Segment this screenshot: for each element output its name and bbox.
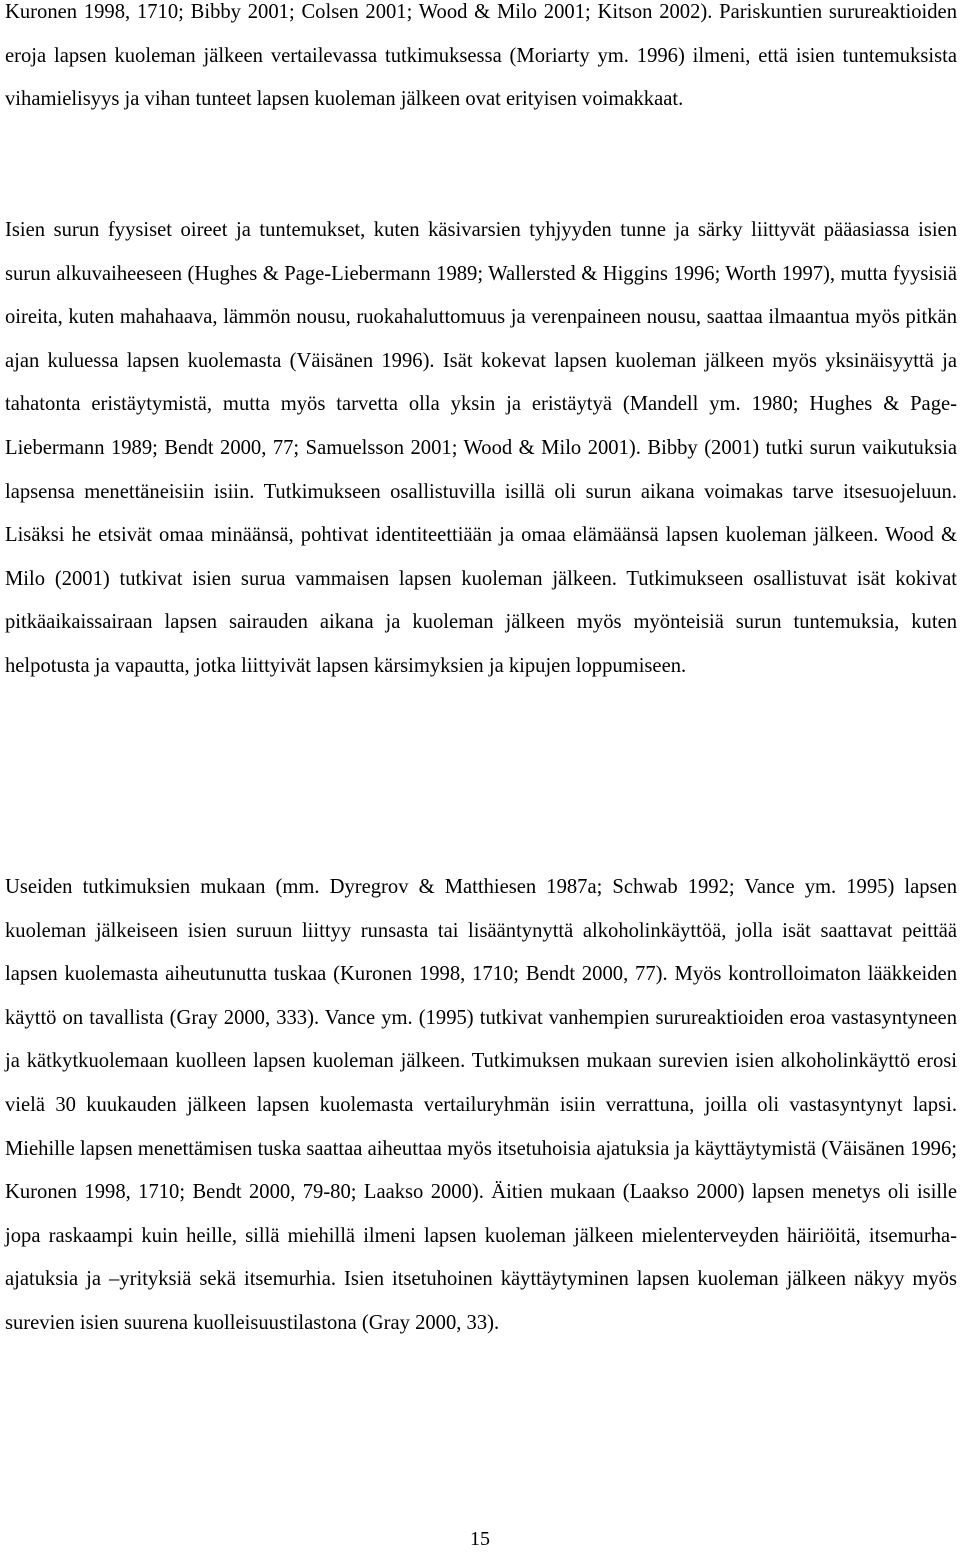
paragraph-1: Kuronen 1998, 1710; Bibby 2001; Colsen 2001; Wood & Milo 2001; Kitson 2002). Pariskuntien surureaktioiden eroja lapsen kuoleman jälkeen vertailevassa tutkimuksessa (Moriarty ym. 1996) ilmeni, että isien tuntemuksista vihamielisyys ja vihan tunteet lapsen kuoleman jälkeen ovat erityisen voimakkaat. bbox=[5, 1, 957, 111]
paragraph-3: Useiden tutkimuksien mukaan (mm. Dyregrov & Matthiesen 1987a; Schwab 1992; Vance ym. 1995) lapsen kuoleman jälkeiseen isien suruun liittyy runsasta tai lisääntynyttä alkoholinkäyttöä, jolla isät saattavat peittää lapsen kuolemasta aiheutunutta tuskaa (Kuronen 1998, 1710; Bendt 2000, 77). Myös kontrolloimaton lääkkeiden käyttö on tavallista (Gray 2000, 333). Vance ym. (1995) tutkivat vanhempien surureaktioiden eroa vastasyntyneen ja kätkytkuolemaan kuolleen lapsen kuoleman jälkeen. Tutkimuksen mukaan surevien isien alkoholinkäyttö erosi vielä 30 kuukauden jälkeen lapsen kuolemasta vertailuryhmän isiin verrattuna, joilla oli vastasyntynyt lapsi. Miehille lapsen menettämisen tuska saattaa aiheuttaa myös itsetuhoisia ajatuksia ja käyttäytymistä (Väisänen 1996; Kuronen 1998, 1710; Bendt 2000, 79-80; Laakso 2000). Äitien mukaan (Laakso 2000) lapsen menetys oli isille jopa raskaampi kuin heille, sillä miehillä ilmeni lapsen kuoleman jälkeen mielenterveyden häiriöitä, itsemurha-ajatuksia ja –yrityksiä sekä itsemurhia. Isien itsetuhoinen käyttäytyminen lapsen kuoleman jälkeen näkyy myös surevien isien suurena kuolleisuustilastona (Gray 2000, 33). bbox=[5, 876, 957, 1334]
page-number: 15 bbox=[470, 1528, 490, 1550]
paragraph-2: Isien surun fyysiset oireet ja tuntemukset, kuten käsivarsien tyhjyyden tunne ja särky liittyvät pääasiassa isien surun alkuvaiheeseen (Hughes & Page-Liebermann 1989; Wallersted & Higgins 1996; Worth 1997), mutta fyysisiä oireita, kuten mahahaava, lämmön nousu, ruokahaluttomuus ja verenpaineen nousu, saattaa ilmaantua myös pitkän ajan kuluessa lapsen kuolemasta (Väisänen 1996). Isät kokevat lapsen kuoleman jälkeen myös yksinäisyyttä ja tahatonta eristäytymistä, mutta myös tarvetta olla yksin ja eristäytyä (Mandell ym. 1980; Hughes & Page-Liebermann 1989; Bendt 2000, 77; Samuelsson 2001; Wood & Milo 2001). Bibby (2001) tutki surun vaikutuksia lapsensa menettäneisiin isiin. Tutkimukseen osallistuvilla isillä oli surun aikana voimakas tarve itsesuojeluun. Lisäksi he etsivät omaa minäänsä, pohtivat identiteettiään ja omaa elämäänsä lapsen kuoleman jälkeen. Wood & Milo (2001) tutkivat isien surua vammaisen lapsen kuoleman jälkeen. Tutkimukseen osallistuvat isät kokivat pitkäaikaissairaan lapsen sairauden aikana ja kuoleman jälkeen myös myönteisiä surun tuntemuksia, kuten helpotusta ja vapautta, jotka liittyivät lapsen kärsimyksien ja kipujen loppumiseen. bbox=[5, 219, 957, 677]
